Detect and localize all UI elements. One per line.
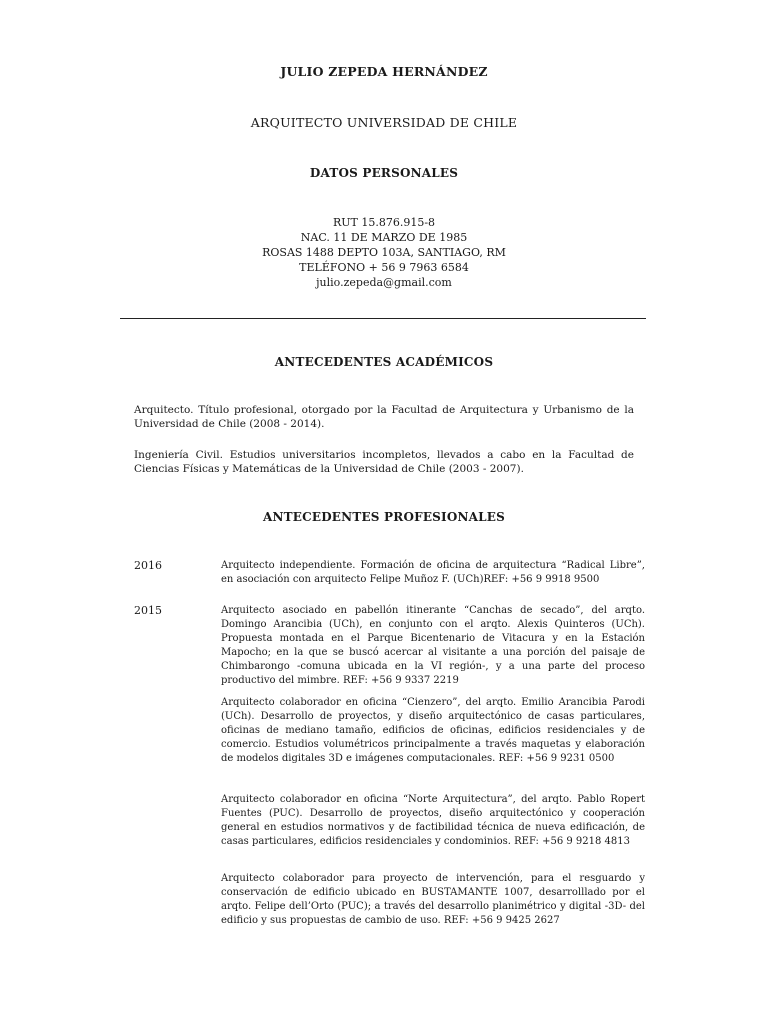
phone-line: TELÉFONO + 56 9 7963 6584: [299, 261, 469, 274]
address-line: ROSAS 1488 DEPTO 103A, SANTIAGO, RM: [262, 246, 506, 259]
professional-entry: Arquitecto independiente. Formación de oficina de arquitectura “Radical Libre”, en asociación con arquitecto Felipe Muñoz F. (UCh)REF: +56 9 9918 9500: [221, 560, 645, 585]
academic-item: Arquitecto. Título profesional, otorgado por la Facultad de Arquitectura y Urbanismo de la Universidad de Chile (2008 - 2014).: [134, 404, 634, 430]
professional-entry: Arquitecto colaborador para proyecto de intervención, para el resguardo y conservación de edificio ubicado en BUSTAMANTE 1007, desarrolllado por el arqto. Felipe dell’Orto (PUC); a través del desarrollo planimétrico y digital -3D- del edificio y sus propuestas de cambio de uso. REF: +56 9 9425 2627: [221, 873, 645, 926]
professional-entry: Arquitecto colaborador en oficina “Norte Arquitectura”, del arqto. Pablo Ropert Fuentes (PUC). Desarrollo de proyectos, diseño arquitectónico y cooperación general en estudios normativos y de factibilidad técnica de nueva edificación, de casas particulares, edificios residenciales y condominios. REF: +56 9 9218 4813: [221, 794, 645, 847]
professional-heading: ANTECEDENTES PROFESIONALES: [262, 510, 506, 524]
academic-item: Ingeniería Civil. Estudios universitarios incompletos, llevados a cabo en la Facultad de Ciencias Físicas y Matemáticas de la Universidad de Chile (2003 - 2007).: [134, 449, 634, 475]
candidate-name: JULIO ZEPEDA HERNÁNDEZ: [280, 64, 488, 79]
email-line: julio.zepeda@gmail.com: [316, 276, 452, 289]
professional-entry: Arquitecto colaborador en oficina “Cienzero”, del arqto. Emilio Arancibia Parodi (UCh). Desarrollo de proyectos, y diseño arquitectónico de casas particulares, oficinas de mediano tamaño, edificios de oficinas, edificios residenciales y de comercio. Estudios volumétricos principalmente a través maquetas y elaboración de modelos digitales 3D e imágenes computacionales. REF: +56 9 9231 0500: [221, 697, 645, 764]
academic-heading: ANTECEDENTES ACADÉMICOS: [274, 355, 494, 369]
candidate-title: ARQUITECTO UNIVERSIDAD DE CHILE: [250, 115, 518, 130]
entry-year: 2015: [134, 604, 162, 617]
professional-entry: Arquitecto asociado en pabellón itinerante “Canchas de secado”, del arqto. Domingo Arancibia (UCh), en conjunto con el arqto. Alexis Quinteros (UCh). Propuesta montada en el Parque Bicentenario de Vitacura y en la Estación Mapocho; en la que se buscó acercar al visitante a una porción del paisaje de Chimbarongo -comuna ubicada en la VI región-, y a una parte del proceso productivo del mimbre. REF: +56 9 9337 2219: [221, 605, 645, 686]
divider-line: [120, 318, 646, 319]
personal-info: [0, 215, 768, 290]
personal-heading: DATOS PERSONALES: [309, 166, 459, 180]
birth-line: NAC. 11 DE MARZO DE 1985: [300, 231, 468, 244]
rut-line: RUT 15.876.915-8: [332, 216, 436, 229]
entry-year: 2016: [134, 559, 162, 572]
